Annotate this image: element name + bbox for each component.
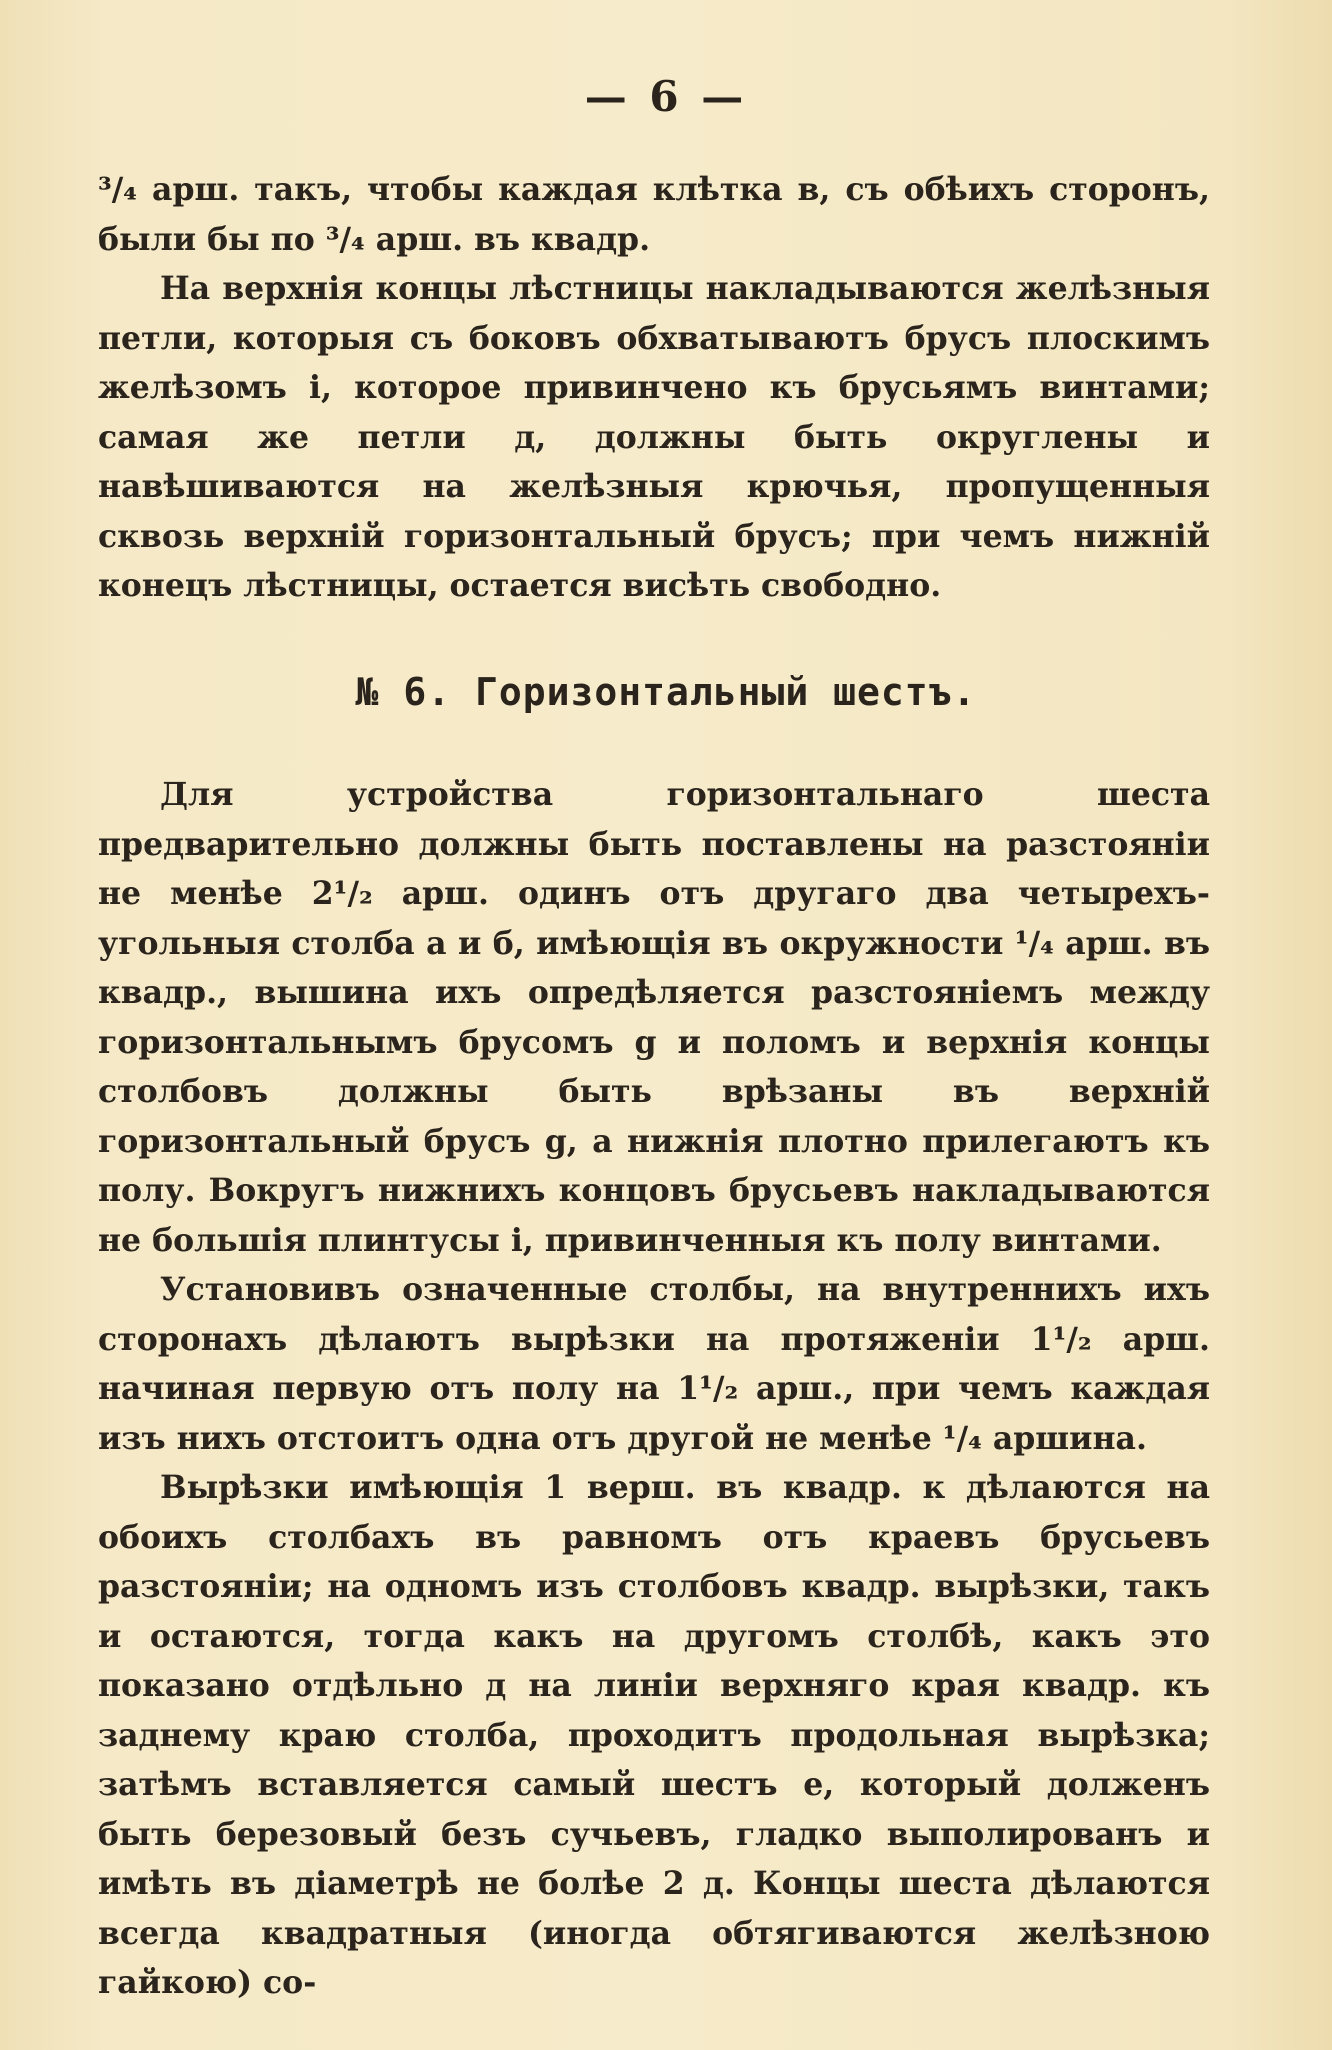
paragraph: Вырѣзки имѣющія 1 верш. въ квадр. к дѣлаются на обоихъ столбахъ въ равномъ отъ краевъ брусьевъ разстояніи; на одномъ изъ столбовъ квадр. вырѣзки, такъ и остаются, тогда какъ на другомъ столбѣ, какъ это показано отдѣльно д на линіи верхняго края квадр. къ заднему краю столба, проходитъ продольная вырѣзка; затѣмъ вставляется самый шестъ е, который долженъ быть березовый безъ сучьевъ, гладко выполированъ и имѣть въ діаметрѣ не болѣе 2 д. Концы шеста дѣлаются всегда квадратныя (иногда обтягиваются желѣзною гайкою) со- bbox=[98, 1469, 1210, 2001]
paragraph: ³/₄ арш. такъ, чтобы каждая клѣтка в, съ обѣихъ сторонъ, были бы по ³/₄ арш. въ квадр. bbox=[98, 171, 1210, 258]
paragraph: Для устройства горизонтальнаго шеста предварительно должны быть поставлены на разстояніи не менѣе 2¹/₂ арш. одинъ отъ другаго два четырехъ-угольныя столба а и б, имѣющія въ окружности ¹/₄ арш. въ квадр., вышина ихъ опредѣляется разстояніемъ между горизонтальнымъ брусомъ g и поломъ и верхнія концы столбовъ должны быть врѣзаны въ верхній горизонтальный брусъ g, а нижнія плотно прилегаютъ къ полу. Вокругъ нижнихъ концовъ брусьевъ накладываются не большія плинтусы і, привинченныя къ полу винтами. bbox=[98, 776, 1210, 1259]
section-heading: № 6. Горизонтальный шестъ. bbox=[355, 670, 977, 714]
text-block-top bbox=[98, 165, 1210, 611]
paragraph: На верхнія концы лѣстницы накладываются желѣзныя петли, которыя съ боковъ обхватываютъ брусъ плоскимъ желѣзомъ і, которое привинчено къ брусьямъ винтами; самая же петли д, должны быть округлены и навѣшиваются на желѣзныя крючья, пропущенныя сквозь верхній горизонтальный брусъ; при чемъ нижній конецъ лѣстницы, остается висѣть свободно. bbox=[98, 270, 1210, 604]
page-number: — 6 — bbox=[584, 72, 748, 121]
text-block-main bbox=[98, 770, 1210, 2008]
paragraph: Установивъ означенные столбы, на внутреннихъ ихъ сторонахъ дѣлаютъ вырѣзки на протяженіи 1¹/₂ арш. начиная первую отъ полу на 1¹/₂ арш., при чемъ каждая изъ нихъ отстоитъ одна отъ другой не менѣе ¹/₄ аршина. bbox=[98, 1271, 1210, 1457]
